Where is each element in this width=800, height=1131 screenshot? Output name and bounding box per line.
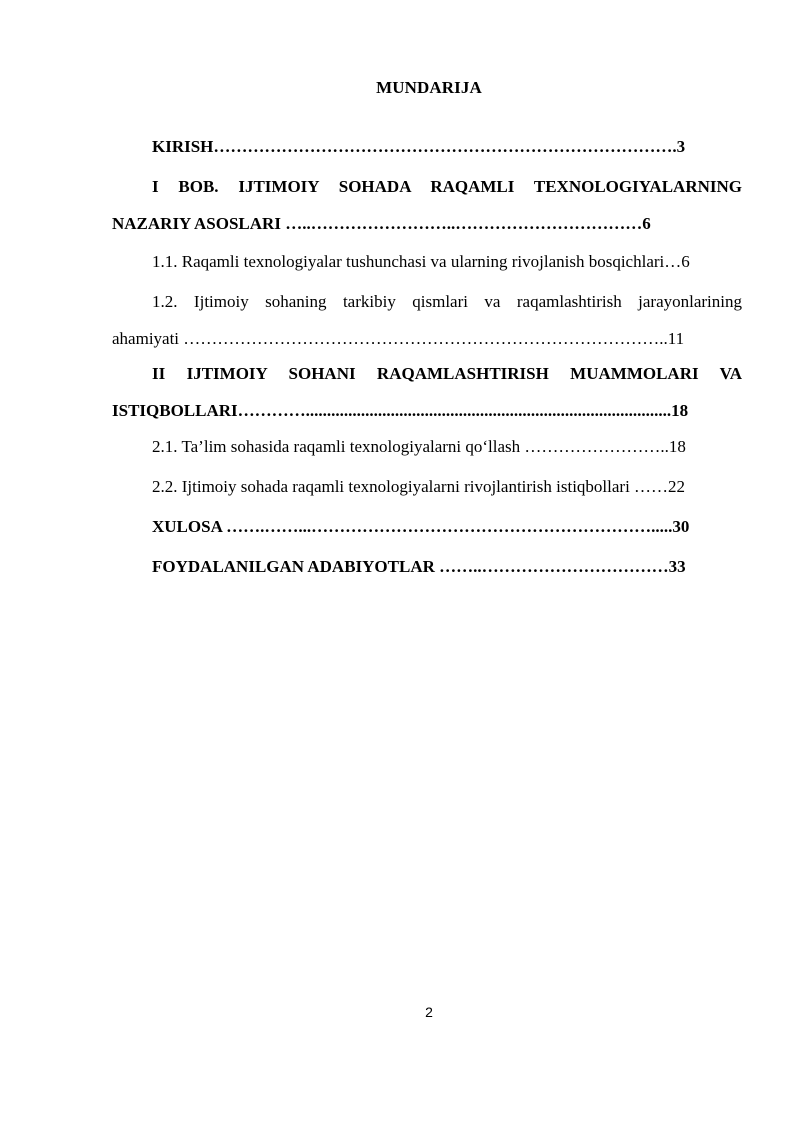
page-number — [0, 1004, 800, 1020]
toc-entry-kirish[interactable] — [112, 128, 742, 165]
toc-entry-xulosa-text: XULOSA …….……...…………………………………………………….....30 — [152, 517, 690, 536]
toc-heading — [0, 78, 800, 98]
toc-entry-adabiyotlar-text: FOYDALANILGAN ADABIYOTLAR ……..……………………………33 — [152, 557, 686, 576]
toc-entry-section-1-2-line-2: ahamiyati …………………………………………………………………………..11 — [112, 329, 685, 348]
toc-entry-section-2-1[interactable] — [112, 428, 742, 465]
toc-entry-section-1-1[interactable] — [112, 243, 742, 280]
toc-heading-text: MUNDARIJA — [376, 78, 482, 97]
toc-entry-section-2-1-text: 2.1. Ta’lim sohasida raqamli texnologiyalarni qo‘llash ……………………..18 — [152, 437, 686, 456]
page-number-text: 2 — [425, 1004, 433, 1020]
toc-entry-chapter-2[interactable] — [112, 355, 742, 429]
toc-entry-kirish-text: KIRISH……………………………………………………………………….3 — [152, 137, 686, 156]
toc-entry-chapter-1[interactable] — [112, 168, 742, 242]
toc-entry-section-1-1-text: 1.1. Raqamli texnologiyalar tushunchasi va ularning rivojlanish bosqichlari…6 — [152, 252, 690, 271]
toc-entry-adabiyotlar[interactable] — [112, 548, 742, 585]
toc-entry-section-2-2-text: 2.2. Ijtimoiy sohada raqamli texnologiyalarni rivojlantirish istiqbollari ……22 — [152, 477, 686, 496]
toc-entry-chapter-1-line-2: NAZARIY ASOSLARI …..……………………..……………………………6 — [112, 214, 651, 233]
toc-entry-section-2-2[interactable] — [112, 468, 742, 505]
toc-entry-chapter-2-line-1: II IJTIMOIY SOHANI RAQAMLASHTIRISH MUAMMOLARI VA — [152, 364, 742, 383]
toc-entry-section-1-2[interactable] — [112, 283, 742, 357]
toc-entry-chapter-2-line-2: ISTIQBOLLARI…………......................................................................................18 — [112, 401, 689, 420]
toc-entry-chapter-1-line-1: I BOB. IJTIMOIY SOHADA RAQAMLI TEXNOLOGIYALARNING — [152, 177, 742, 196]
toc-entry-section-1-2-line-1: 1.2. Ijtimoiy sohaning tarkibiy qismlari va raqamlashtirish jarayonlarining — [152, 292, 742, 311]
toc-entry-xulosa[interactable] — [112, 508, 742, 545]
